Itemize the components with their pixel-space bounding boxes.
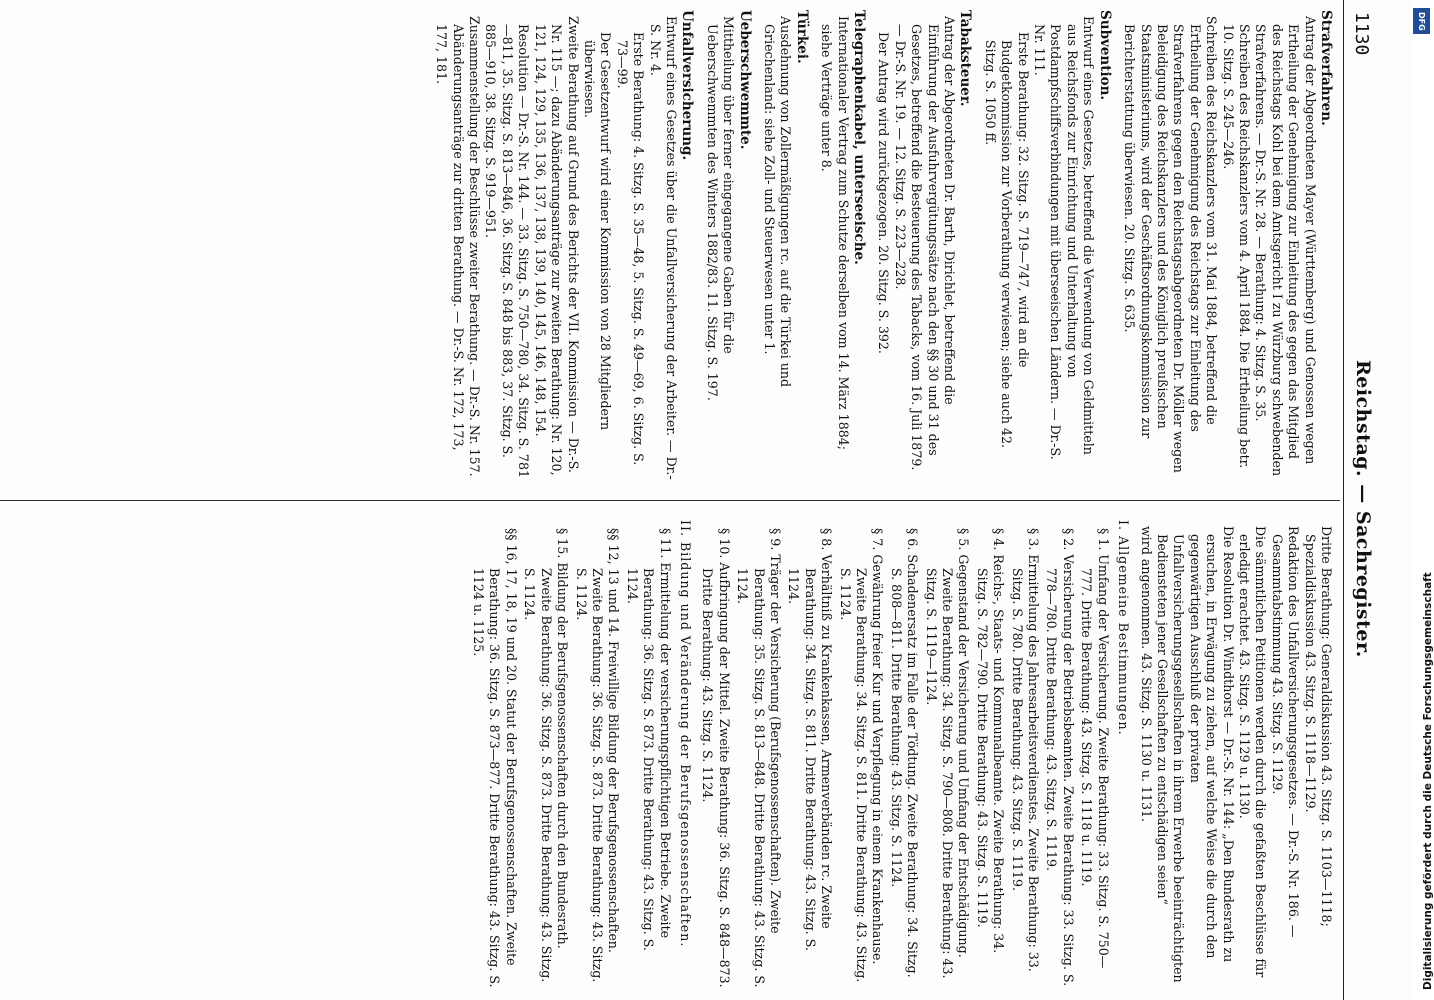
entry-line: Erste Berathung: 4. Sitzg. S. 35—48, 5. Sitzg. S. 49—69, 6. Sitzg. S. 73—99. (614, 32, 647, 466)
entry-line: wird angenommen. 43. Sitzg. S. 1130 u. 1131. (1138, 526, 1154, 823)
entry-line: Erste Berathung: 32. Sitzg. S. 719—747, wird an die Budgetkommission zur Vorberathung verwiesen; siehe auch 42. Sitzg. S. 1050 ff. (982, 32, 1031, 449)
entry-line: Zweite Berathung auf Grund des Berichts der VII. Kommission — Dr.-S. Nr. 115 —; dazu Abänderungsanträge zur zweiten Berathung: Nr. 120, 121, 124, 129, 135, 136, 137, 138, 139, 140, 145, 146, 148, 154. Resolution — Dr.-S. Nr. 144. — 33. Sitzg. S. 750—780, 34. Sitzg. S. 781—811, 35. Sitzg. S. 813—846, 36. Sitzg. S. 848 bis 883, 37. Sitzg. S. 885—910, 38. Sitzg. S. 919—951. (483, 16, 581, 478)
entry-line: Zusammenstellung der Beschlüsse zweiter Berathung. — Dr.-S. Nr. 157. Abänderungsanträge zur dritten Berathung. — Dr.-S. Nr. 172, 173, 177, 181. (434, 16, 483, 477)
funding-note: Digitalisierung gefördert durch die Deutsche Forschungsgemeinschaft (1422, 572, 1434, 990)
paragraph-entry: § 9. Träger der Versicherung (Berufsgenossenschaften). Zweite Berathung: 35. Sitzg. S. 813—848. Dritte Berathung: 43. Sitzg. S. 1124. (735, 528, 783, 988)
entry-line: Schreiben des Reichskanzlers vom 31. Mai 1884, betreffend die Ertheilung der Genehmigung des Reichstags zur Einleitung des Strafverfahrens gegen den Reichstagsabgeordneten Dr. Möller wegen Beleidigung des Reichskanzlers und des Königlich preußischen Staatsministeriums, wird der Geschäftsordnungskommission zur Berichterstattung überwiesen. 20. Sitzg. S. 635. (1122, 16, 1220, 473)
entry-line: Der Gesetzentwurf wird einer Kommission von 28 Mitgliedern überwiesen. (581, 32, 614, 431)
dfg-logo: DFG (1413, 8, 1430, 34)
column-separator (0, 500, 1340, 501)
entry-line: Entwurf eines Gesetzes über die Unfallversicherung der Arbeiter. — Dr.-S. Nr. 4. (647, 16, 679, 480)
paragraph-entry: § 3. Ermittelung des Jahresarbeitsverdienstes. Zweite Berathung: 33. Sitzg. S. 780. Dritte Berathung: 43. Sitzg. S. 1119. (1009, 528, 1042, 972)
entry-line: Internationaler Vertrag zum Schutze derselben vom 14. März 1884; siehe Verträge unter 8. (819, 16, 851, 450)
entry-line: Der Antrag wird zurückgezogen. 20. Sitzg. S. 392. (876, 32, 892, 354)
index-entry-unfallversicherung (433, 10, 696, 480)
entry-heading: Unfallversicherung. (679, 10, 696, 161)
entry-line: Die Resolution Dr. Windthorst — Dr.-S. Nr. 144: „Den Bundesrath zu ersuchen, in Erwägung zu ziehen, auf welche Weise die durch den gegenwärtigen Ausschluß der privaten Unfallversicherungsgesellschaften in ihrem Erwerbe beeinträchtigten Bediensteten jener Gesellschaften zu entschädigen seien“ (1154, 526, 1236, 983)
entry-heading: Telegraphenkabel, unterseeische. (851, 10, 868, 265)
right-column (470, 520, 1334, 990)
entry-heading: Tabaksteuer. (957, 10, 974, 107)
header-rule (1343, 0, 1344, 1000)
paragraph-entry: § 5. Gegenstand der Versicherung und Umfang der Entschädigung. Zweite Berathung: 34. Sitzg. S. 790—808. Dritte Berathung: 43. Sitzg. S. 1119—1124. (923, 528, 972, 979)
entry-heading: Subvention. (1096, 10, 1113, 101)
entry-line: Antrag der Abgeordneten Dr. Barth, Dirichlet, betreffend die Einführung der Ausfuhrvergütungssätze nach den §§ 30 und 31 des Gesetzes, betreffend die Besteuerung des Tabacks, vom 16. Juli 1879. — Dr.-S. Nr. 19. — 12. Sitzg. S. 223—228. (892, 16, 958, 471)
index-entry-telegraphenkabel (818, 10, 867, 480)
paragraph-entry: § 11. Ermittelung der versicherungspflichtigen Betriebe. Zweite Berathung: 36. Sitzg. S. 873. Dritte Berathung: 43. Sitzg. S. 1124. (624, 528, 673, 951)
paragraph-entry: § 4. Reichs-, Staats- und Kommunalbeamte. Zweite Berathung: 34. Sitzg. S. 782—790. Dritte Berathung: 43. Sitzg. S. 1119. (974, 528, 1007, 954)
index-entry-strafverfahren (1121, 10, 1334, 480)
entry-line: Ausdehnung von Zollermäßigungen rc. auf die Türkei und Griechenland: siehe Zoll- und Steuerwesen unter 1. (762, 16, 794, 388)
entry-line: Antrag der Abgeordneten Mayer (Württemberg) und Genossen wegen Ertheilung der Genehmigung zur Einleitung des gegen das Mitglied des Reichstags Kohl bei dem Amtsgericht I zu Würzburg schwebenden Strafverfahrens. — Dr.-S. Nr. 28. — Berathung: 4. Sitzg. S. 35. Schreiben des Reichskanzlers vom 4. April 1884. Die Ertheilung betr. 10. Sitzg. S. 245—246. (1220, 16, 1318, 477)
section-heading: II. Bildung und Veränderung der Berufsgenossenschaften. (677, 520, 693, 948)
entry-heading: Türkei. (793, 10, 810, 64)
index-entry-subvention (981, 10, 1112, 480)
paragraph-entry: § 7. Gewährung freier Kur und Verpflegung in einem Krankenhause. Zweite Berathung: 34. Sitzg. S. 811. Dritte Berathung: 43. Sitzg. S. 1124. (837, 528, 886, 983)
paragraph-entry: § 1. Umfang der Versicherung. Zweite Berathung: 33. Sitzg. S. 750—777. Dritte Berathung: 43. Sitzg. S. 1118 u. 1119. (1079, 528, 1111, 969)
entry-heading: Strafverfahren. (1318, 10, 1334, 126)
paragraph-entry: § 6. Schadenersatz im Falle der Tödtung. Zweite Berathung: 34. Sitzg. S. 808—811. Dritte Berathung: 43. Sitzg. S. 1124. (888, 528, 921, 978)
entry-line: Mittheilung über ferner eingegangene Gaben für die Ueberschwemmten des Winters 1882/83. 11. Sitzg. S. 197. (704, 16, 737, 401)
index-entry-ueberschwemmte (703, 10, 752, 480)
entry-line: Die sämmtlichen Petitionen werden durch die gefaßten Beschlüsse für erledigt erachtet. 43. Sitzg. S. 1129 u. 1130. (1236, 526, 1269, 978)
page-title: Reichstag. — Sachregister. (1352, 360, 1374, 658)
paragraph-entry: § 10. Aufbringung der Mittel. Zweite Berathung: 36. Sitzg. S. 848—873. Dritte Berathung: 43. Sitzg. S. 1124. (700, 528, 732, 988)
paragraph-entry: §§ 16, 17, 18, 19 und 20. Statut der Berufsgenossenschaften. Zweite Berathung: 36. Sitzg. S. 873—877. Dritte Berathung: 43. Sitzg. S. 1124 u. 1125. (471, 528, 519, 988)
paragraph-entry: § 15. Bildung der Berufsgenossenschaften durch den Bundesrath. Zweite Berathung: 36. Sitzg. S. 873. Dritte Berathung: 43. Sitzg. S. 1124. (522, 528, 571, 983)
entry-line: Redaktion des Unfallversicherungsgesetzes. — Dr.-S. Nr. 186. — Gesammtabstimmung 43. Sitzg. S. 1129. (1269, 526, 1302, 938)
left-column (425, 10, 1334, 480)
index-entry-tuerkei (761, 10, 810, 480)
section-heading: I. Allgemeine Bestimmungen. (1116, 520, 1132, 736)
digitization-sidebar (1412, 0, 1432, 1000)
paragraph-entry: § 2. Versicherung der Betriebsbeamten. Zweite Berathung: 33. Sitzg. S. 778—780. Dritte Berathung: 43. Sitzg. S. 1119. (1044, 528, 1076, 987)
entry-heading: Ueberschwemmte. (736, 10, 753, 150)
paragraph-entry: § 8. Verhältniß zu Krankenkassen, Armenverbänden rc. Zweite Berathung: 34. Sitzg. S. 811. Dritte Berathung: 43. Sitzg. S. 1124. (786, 528, 835, 951)
page-header (1344, 0, 1378, 1000)
paragraph-entry: §§ 12, 13 und 14. Freiwillige Bildung der Berufsgenossenschaften. Zweite Berathung: 36. Sitzg. S. 873. Dritte Berathung: 43. Sitzg. S. 1124. (573, 528, 622, 983)
page-number: 1130 (1351, 12, 1372, 56)
entry-line: Dritte Berathung: Generaldiskussion 43. Sitzg. S. 1103—1118; Spezialdiskussion 43. Sitzg. S. 1118—1129. (1302, 526, 1334, 927)
index-entry-tabaksteuer (875, 10, 973, 480)
entry-line: Entwurf eines Gesetzes, betreffend die Verwendung von Geldmitteln aus Reichsfonds zur Einrichtung und Unterhaltung von Postdampfschiffsverbindungen mit überseeischen Ländern. — Dr.-S. Nr. 111. (1032, 16, 1097, 460)
